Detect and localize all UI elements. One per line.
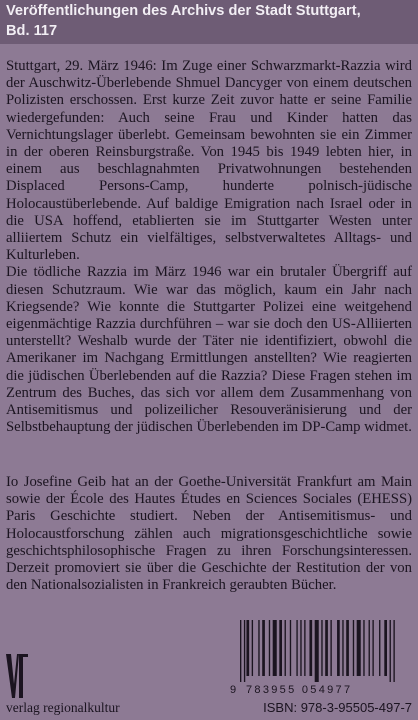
barcode-bar [321, 620, 322, 676]
barcode-bar [363, 620, 364, 676]
barcode-bar [309, 620, 312, 676]
barcode-bar [258, 620, 259, 676]
barcode-bar [357, 620, 361, 676]
barcode-bar [369, 620, 370, 676]
barcode-bar [390, 620, 391, 682]
barcode-digits: 783955 054977 [246, 684, 353, 696]
barcode-bar [337, 620, 340, 676]
barcode [230, 620, 414, 698]
barcode-bar [285, 620, 286, 676]
publisher-name: verlag regionalkultur [6, 700, 120, 715]
barcode-bar [300, 620, 301, 676]
barcode-bar [330, 620, 331, 676]
series-header-band [0, 0, 418, 44]
barcode-bars [238, 620, 414, 682]
series-title [6, 1, 414, 41]
barcode-bar [384, 620, 387, 676]
blurb-text [6, 58, 412, 436]
barcode-bar [262, 620, 265, 676]
barcode-bar [342, 620, 343, 676]
barcode-bar [315, 620, 319, 682]
isbn-number: ISBN: 978-3-95505-497-7 [263, 700, 412, 715]
barcode-lead-digit: 9 [230, 684, 237, 696]
barcode-bar [273, 620, 277, 676]
barcode-bar [372, 620, 373, 676]
barcode-bar [325, 620, 328, 676]
blurb-paragraph-1: Stuttgart, 29. März 1946: Im Zuge einer Schwarzmarkt-Razzia wird der Auschwitz-Überlebende Shmuel Dancyger von einem deutschen Polizisten erschossen. Erst kurze Zeit zuvor hatte er seine Familie wiedergefunden: Auch seine Frau und Kinder hatten das Vernichtungslager überlebt. Gemeinsam bewohnten sie ein Zimmer in der oberen Reinsburgstraße. Von 1945 bis 1949 lebten hier, in einem aus beschlagnahmten Privatwohnungen bestehenden Displaced Persons-Camp, hunderte polnisch-jüdische Holocaustüberlebende. Auf baldige Emigration nach Israel oder in die USA hoffend, etablierten sie im Stuttgarter Westen unter alliiertem Schutz ein vielfältiges, selbstverwaltetes Alltags- und Kulturleben. [6, 58, 412, 264]
blurb-paragraph-2: Die tödliche Razzia im März 1946 war ein brutaler Übergriff auf diesen Schutzraum. Wie war das möglich, kaum ein Jahr nach Kriegsende? Wie konnte die Stuttgarter Polizei eine weitgehend eigenmächtige Razzia durchführen – war sie doch den US-Alliierten unterstellt? Weshalb wurde der Täter nie identifiziert, obwohl die Amerikaner im Nachgang Ermittlungen anstellten? Wie reagierten die jüdischen Überlebenden auf die Razzia? Diese Fragen stehen im Zentrum des Buches, das sich vor allem dem Zusammenhang von Antisemitismus und polizeilicher Resouveränisierung und der Selbstbehauptung der jüdischen Überlebenden im DP-Camp widmet. [6, 264, 412, 436]
barcode-bar [353, 620, 354, 676]
barcode-bar [304, 620, 305, 676]
barcode-bar [296, 620, 297, 676]
barcode-bar [279, 620, 282, 676]
barcode-bar [290, 620, 291, 676]
series-title-line-1: Veröffentlichungen des Archivs der Stadt Stuttgart, [6, 3, 361, 19]
series-title-line-2: Bd. 117 [6, 23, 58, 39]
barcode-bar [379, 620, 380, 676]
barcode-bar [252, 620, 253, 676]
barcode-bar [246, 620, 249, 676]
barcode-bar [346, 620, 349, 676]
publisher-logo-icon [6, 654, 28, 698]
barcode-bar [393, 620, 394, 682]
barcode-bar [269, 620, 270, 676]
barcode-bar [244, 620, 245, 682]
author-bio: Io Josefine Geib hat an der Goethe-Universität Frankfurt am Main sowie der École des Hautes Études en Sciences Sociales (EHESS) Paris Geschichte studiert. Neben der Antisemitismus- und Holocaustforschung zählen auch migrationsgeschichtliche sowie geschichtsphilosophische Fragen zu ihren Forschungsinteressen. Derzeit promoviert sie über die Geschichte der Restitution der von den Nationalsozialisten in Frankreich geraubten Bücher. [6, 474, 412, 594]
barcode-bar [240, 620, 241, 682]
